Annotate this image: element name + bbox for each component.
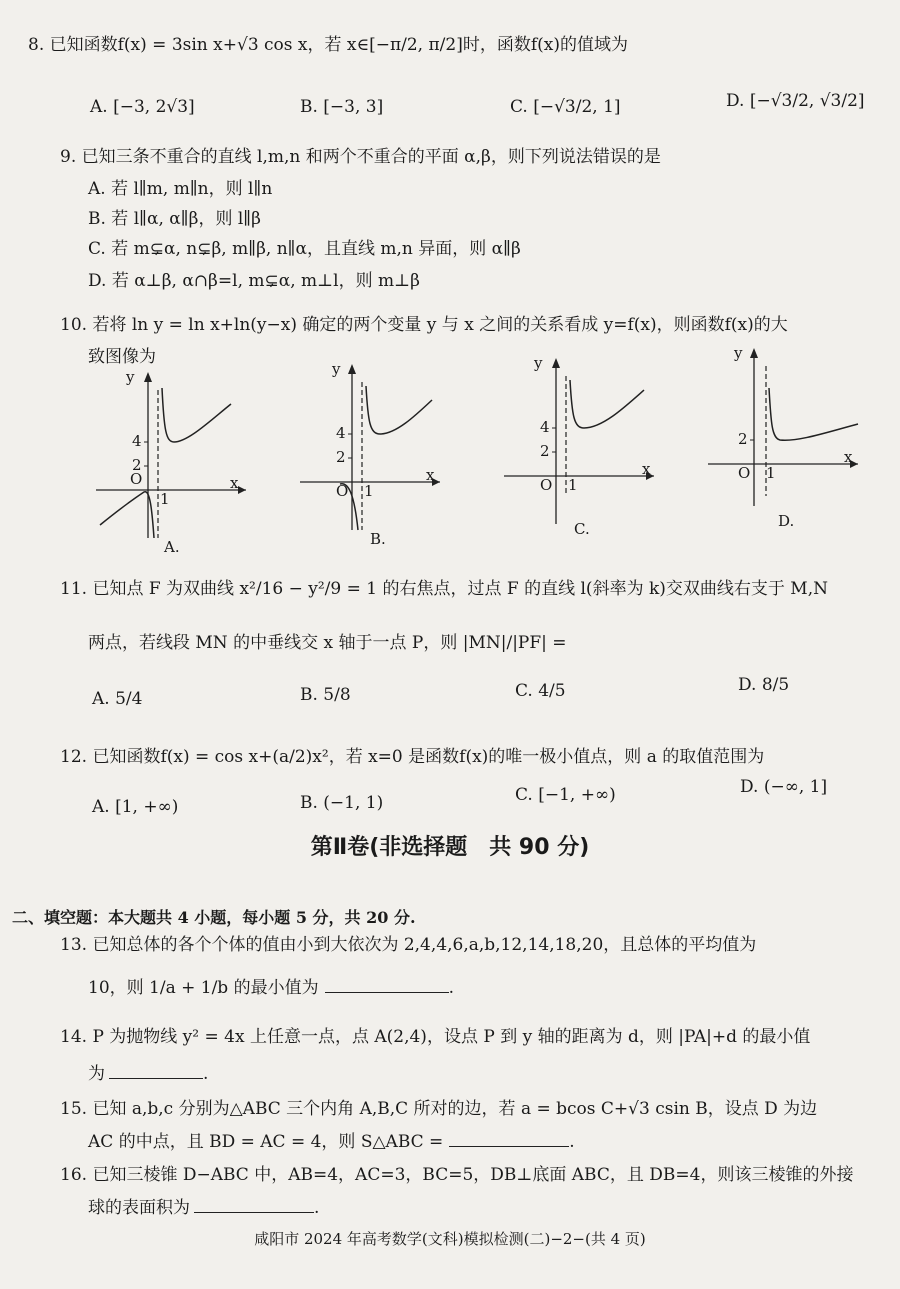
q9-option-a: A. 若 l∥m, m∥n，则 l∥n (88, 179, 273, 199)
q12-option-c: C. [−1, +∞) (515, 785, 616, 805)
graph-b-caption: B. (370, 530, 386, 548)
q13-answer-blank[interactable] (325, 976, 449, 993)
graph-a-tick-4: 4 (132, 432, 142, 450)
graph-a (96, 368, 256, 556)
q14-stem: 14. P 为抛物线 y² = 4x 上任意一点，点 A(2,4)，设点 P 到 y 轴的距离为 d，则 |PA|+d 的最小值 (60, 1027, 811, 1047)
q8-option-c: C. [−√3/2, 1] (510, 97, 621, 117)
q11-option-c: C. 4/5 (515, 681, 566, 701)
q16-stem-continued: 球的表面积为 . (88, 1198, 320, 1218)
q15-question: AC 的中点，且 BD = AC = 4，则 S△ABC = (88, 1132, 444, 1152)
graph-c-origin: O (540, 476, 553, 494)
q12-option-b: B. (−1, 1) (300, 793, 384, 813)
q13-stem: 13. 已知总体的各个个体的值由小到大依次为 2,4,4,6,a,b,12,14,18,20，且总体的平均值为 (60, 935, 757, 955)
graph-b-one: 1 (364, 482, 374, 500)
graph-d-origin: O (738, 464, 751, 482)
q16-stem: 16. 已知三棱锥 D−ABC 中，AB=4，AC=3，BC=5，DB⊥底面 ABC，且 DB=4，则该三棱锥的外接 (60, 1165, 854, 1185)
q12-stem: 12. 已知函数f(x) = cos x+(a/2)x²，若 x=0 是函数f(x)的唯一极小值点，则 a 的取值范围为 (60, 747, 765, 767)
q11-stem: 11. 已知点 F 为双曲线 x²/16 − y²/9 = 1 的右焦点，过点 F 的直线 l(斜率为 k)交双曲线右支于 M,N (60, 579, 828, 599)
graph-c-caption: C. (574, 520, 590, 538)
graph-d-tick-2: 2 (738, 430, 748, 448)
q8-stem: 8. 已知函数f(x) = 3sin x+√3 cos x，若 x∈[−π/2, π/2]时，函数f(x)的值域为 (28, 35, 628, 55)
graph-a-caption: A. (164, 538, 180, 556)
graph-b-tick-4: 4 (336, 424, 346, 442)
q8-option-a: A. [−3, 2√3] (90, 97, 195, 117)
graph-b (300, 360, 460, 548)
graph-c-one: 1 (568, 476, 578, 494)
q15-stem-continued: AC 的中点，且 BD = AC = 4，则 S△ABC = . (88, 1132, 575, 1152)
q9-option-d: D. 若 α⊥β, α∩β=l, m⊊α, m⊥l，则 m⊥β (88, 271, 420, 291)
graph-a-one: 1 (160, 490, 170, 508)
graph-c-tick-2: 2 (540, 442, 550, 460)
graph-a-origin: O (130, 470, 143, 488)
graph-c-tick-4: 4 (540, 418, 550, 436)
graph-b-y-label: y (332, 360, 341, 378)
q8-option-d: D. [−√3/2, √3/2] (726, 91, 865, 111)
q14-stem-continued: 为 . (88, 1064, 209, 1084)
q14-question: 为 (88, 1064, 105, 1084)
graph-d-y-label: y (734, 344, 743, 362)
q9-option-b: B. 若 l∥α, α∥β，则 l∥β (88, 209, 261, 229)
section-2-title: 第Ⅱ卷(非选择题 共 90 分) (310, 835, 590, 860)
graph-d-caption: D. (778, 512, 795, 530)
q13-stem-continued: 10，则 1/a + 1/b 的最小值为 . (88, 978, 455, 998)
q15-answer-blank[interactable] (449, 1130, 569, 1147)
page-footer: 咸阳市 2024 年高考数学(文科)模拟检测(二)−2−(共 4 页) (254, 1230, 646, 1248)
graph-b-origin: O (336, 482, 349, 500)
graph-a-y-label: y (126, 368, 135, 386)
graph-d-one: 1 (766, 464, 776, 482)
q11-stem-continued: 两点，若线段 MN 的中垂线交 x 轴于一点 P，则 |MN|/|PF| = (88, 633, 567, 653)
q12-option-a: A. [1, +∞) (92, 797, 179, 817)
q11-option-b: B. 5/8 (300, 685, 351, 705)
fill-in-heading: 二、填空题：本大题共 4 小题，每小题 5 分，共 20 分. (12, 908, 416, 927)
graph-c-y-label: y (534, 354, 543, 372)
q16-answer-blank[interactable] (194, 1196, 314, 1213)
q16-question: 球的表面积为 (88, 1198, 190, 1218)
graph-c (504, 354, 674, 538)
graph-b-tick-2: 2 (336, 448, 346, 466)
q11-option-d: D. 8/5 (738, 675, 790, 695)
q10-stem-continued: 致图像为 (88, 347, 156, 367)
q10-stem: 10. 若将 ln y = ln x+ln(y−x) 确定的两个变量 y 与 x 之间的关系看成 y=f(x)，则函数f(x)的大 (60, 315, 788, 335)
q11-option-a: A. 5/4 (92, 689, 143, 709)
q13-question: 10，则 1/a + 1/b 的最小值为 (88, 978, 319, 998)
graph-b-x-label: x (426, 466, 435, 484)
q9-stem: 9. 已知三条不重合的直线 l,m,n 和两个不重合的平面 α,β，则下列说法错误的是 (60, 147, 661, 167)
q12-option-d: D. (−∞, 1] (740, 777, 828, 797)
graph-d (708, 344, 878, 530)
q8-option-b: B. [−3, 3] (300, 97, 384, 117)
q14-answer-blank[interactable] (109, 1062, 203, 1079)
q9-option-c: C. 若 m⊊α, n⊊β, m∥β, n∥α，且直线 m,n 异面，则 α∥β (88, 239, 521, 259)
graph-a-x-label: x (230, 474, 239, 492)
q15-stem: 15. 已知 a,b,c 分别为△ABC 三个内角 A,B,C 所对的边，若 a = bcos C+√3 csin B，设点 D 为边 (60, 1099, 818, 1119)
graph-c-x-label: x (642, 460, 651, 478)
graph-d-x-label: x (844, 448, 853, 466)
graph-a-tick-2: 2 (132, 456, 142, 474)
